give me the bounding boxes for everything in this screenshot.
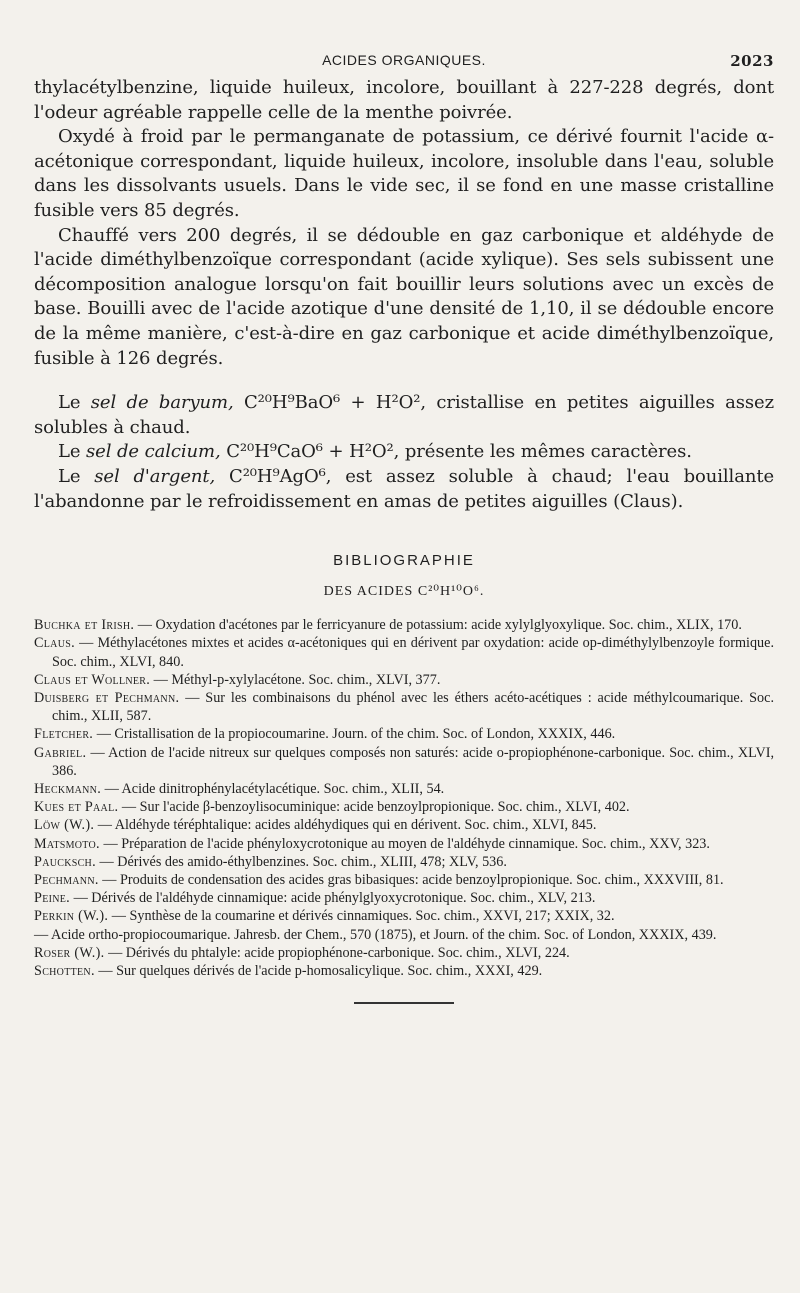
salt-name: sel d'argent,: [94, 465, 216, 487]
ref-author: Buchka et Irish.: [34, 617, 135, 634]
bibliography-entry: Heckmann. — Acide dinitrophénylacétylacétique. Soc. chim., XLII, 54.: [34, 780, 445, 797]
running-title: ACIDES ORGANIQUES.: [322, 52, 486, 68]
bibliography-entry: Löw (W.). — Aldéhyde téréphtalique: acides aldéhydiques qui en dérivent. Soc. chim., XLVI, 845.: [34, 817, 597, 834]
ref-author: Kues et Paal.: [34, 799, 119, 816]
salt-paragraph: Le sel de calcium, C²⁰H⁹CaO⁶ + H²O², présente les mêmes caractères.: [58, 441, 692, 463]
bibliography-entry: — Acide ortho-propiocoumarique. Jahresb. der Chem., 570 (1875), et Journ. of the chim. Soc. of London, XXXIX, 439.: [34, 926, 717, 943]
salts-section: [34, 391, 774, 514]
bibliography-entry: Gabriel. — Action de l'acide nitreux sur quelques composés non saturés: acide o-propiophénone-carbonique. Soc. chim., XLVI, 386.: [34, 744, 774, 779]
paragraph: Chauffé vers 200 degrés, il se dédouble en gaz carbonique et aldéhyde de l'acide diméthylbenzoïque correspondant (acide xylique). Ses sels subissent une décomposition analogue lorsqu'on fait bouillir leurs solutions avec un excès de base. Bouilli avec de l'acide azotique d'une densité de 1,10, il se dédouble encore de la même manière, c'est-à-dire en gaz carbonique et acide diméthylbenzoïque, fusible à 126 degrés.: [34, 224, 774, 369]
bibliography-entry: Kues et Paal. — Sur l'acide β-benzoylisocuminique: acide benzoylpropionique. Soc. chim., XLVI, 402.: [34, 799, 630, 816]
ref-author: Gabriel.: [34, 744, 87, 761]
running-head: [34, 48, 774, 76]
page-number: 2023: [730, 52, 774, 70]
ref-author: Matsmoto.: [34, 835, 100, 852]
bibliography-entry: Pechmann. — Produits de condensation des acides gras bibasiques: acide benzoylpropionique. Soc. chim., XXXVIII, 81.: [34, 871, 724, 888]
salt-name: sel de calcium,: [86, 441, 221, 463]
ref-author: Fletcher.: [34, 726, 94, 743]
paragraph: Oxydé à froid par le permanganate de potassium, ce dérivé fournit l'acide α-acétonique correspondant, liquide huileux, incolore, insoluble dans l'eau, soluble dans les dissolvants usuels. Dans le vide sec, il se fond en une masse cristalline fusible vers 85 degrés.: [34, 126, 774, 221]
ref-author: Schotten.: [34, 962, 95, 979]
salt-paragraph: Le sel de baryum, C²⁰H⁹BaO⁶ + H²O², cristallise en petites aiguilles assez solubles à chaud.: [34, 392, 774, 438]
bibliography-entry: Peine. — Dérivés de l'aldéhyde cinnamique: acide phénylglyoxycrotonique. Soc. chim., XLV, 213.: [34, 890, 596, 907]
bibliography-entry: Buchka et Irish. — Oxydation d'acétones par le ferricyanure de potassium: acide xylylglyoxylique. Soc. chim., XLIX, 170.: [34, 617, 742, 634]
page: [34, 48, 774, 1004]
end-rule: [354, 1002, 454, 1004]
ref-author: Roser (W.).: [34, 944, 105, 961]
salt-formula: C²⁰H⁹AgO⁶,: [229, 465, 332, 487]
bibliography-entry: Matsmoto. — Préparation de l'acide phényloxycrotonique au moyen de l'aldéhyde cinnamique. Soc. chim., XXV, 323.: [34, 835, 710, 852]
ref-author: Pechmann.: [34, 871, 99, 888]
bibliography-entry: Claus et Wollner. — Méthyl-p-xylylacétone. Soc. chim., XLVI, 377.: [34, 671, 441, 688]
bibliography-entry: Schotten. — Sur quelques dérivés de l'acide p-homosalicylique. Soc. chim., XXXI, 429.: [34, 962, 543, 979]
salt-formula: C²⁰H⁹CaO⁶ + H²O²,: [226, 441, 400, 463]
bibliography-entry: Paucksch. — Dérivés des amido-éthylbenzines. Soc. chim., XLIII, 478; XLV, 536.: [34, 853, 507, 870]
bibliography-entry: Claus. — Méthylacétones mixtes et acides α-acétoniques qui en dérivent par oxydation: acide op-diméthylylbenzoyle formique. Soc. chim., XLVI, 840.: [34, 635, 774, 670]
bibliography-entry: Roser (W.). — Dérivés du phtalyle: acide propiophénone-carbonique. Soc. chim., XLVI, 224.: [34, 944, 570, 961]
bibliography-subheading: DES ACIDES C²⁰H¹⁰O⁶.: [323, 584, 485, 600]
bibliography-entry: Fletcher. — Cristallisation de la propiocoumarine. Journ. of the chim. Soc. of London, XXXIX, 446.: [34, 726, 616, 743]
bibliography-heading: BIBLIOGRAPHIE: [333, 552, 475, 570]
bibliography-entry: Duisberg et Pechmann. — Sur les combinaisons du phénol avec les éthers acéto-acétiques : acide méthylcoumarique. Soc. chim., XLII, 587.: [34, 689, 774, 725]
bibliography-entry: Perkin (W.). — Synthèse de la coumarine et dérivés cinnamiques. Soc. chim., XXVI, 217; XXIX, 32.: [34, 908, 615, 925]
ref-author: Paucksch.: [34, 853, 96, 870]
salt-name: sel de baryum,: [90, 392, 234, 414]
ref-author: Claus.: [34, 635, 75, 652]
ref-author: Heckmann.: [34, 780, 102, 797]
salt-formula: C²⁰H⁹BaO⁶ + H²O²,: [244, 392, 427, 414]
paragraph: thylacétylbenzine, liquide huileux, incolore, bouillant à 227-228 degrés, dont l'odeur agréable rappelle celle de la menthe poivrée.: [34, 77, 774, 123]
ref-author: Peine.: [34, 890, 71, 907]
bibliography-list: [34, 616, 774, 980]
ref-author: Duisberg et Pechmann.: [34, 689, 180, 706]
salt-paragraph: Le sel d'argent, C²⁰H⁹AgO⁶, est assez soluble à chaud; l'eau bouillante l'abandonne par le refroidissement en amas de petites aiguilles (Claus).: [34, 465, 775, 512]
ref-author: Claus et Wollner.: [34, 671, 151, 688]
ref-author: Perkin (W.).: [34, 908, 109, 925]
body-text: [34, 76, 774, 514]
ref-author: Löw (W.).: [34, 817, 95, 834]
